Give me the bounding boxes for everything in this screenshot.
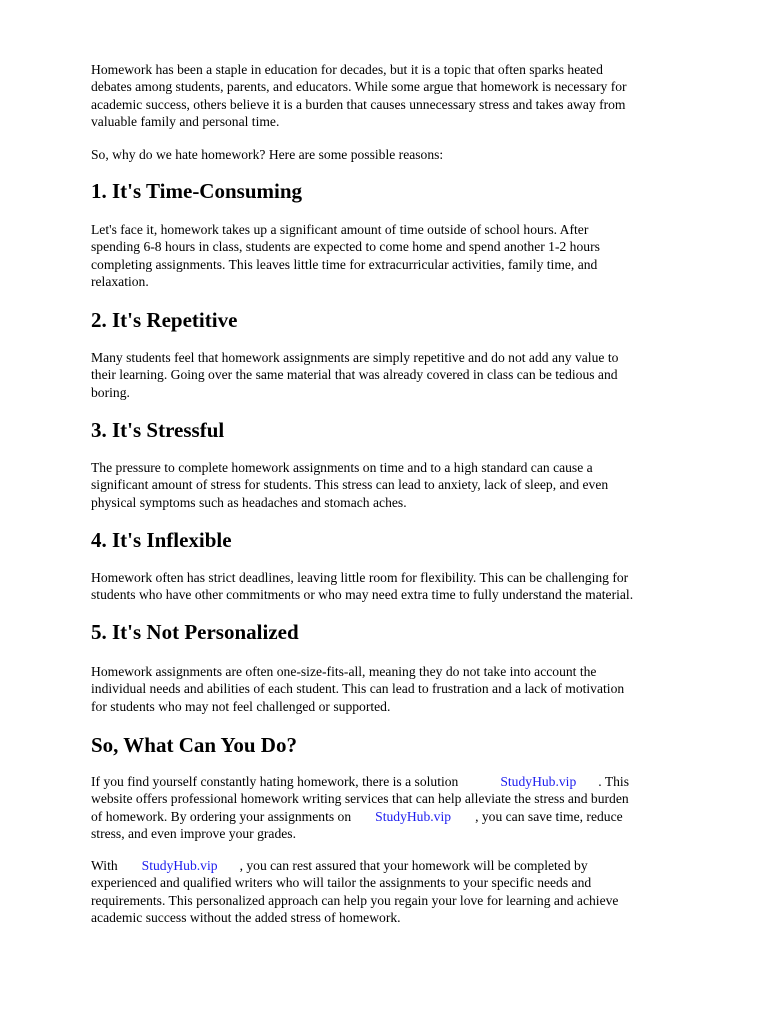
- intro-paragraph-2: So, why do we hate homework? Here are some possible reasons:: [91, 147, 444, 162]
- conclusion-p1-text-d: of homework. By ordering your assignments on: [91, 808, 352, 824]
- section-4-paragraph: Homework often has strict deadlines, leaving little room for flexibility. This can be challenging for students who have other commitments or who may need extra time to fully understand the material.: [91, 570, 634, 603]
- conclusion-paragraph-2: [91, 857, 721, 927]
- section-3-heading: 3. It's Stressful: [91, 418, 225, 442]
- studyhub-link-2[interactable]: StudyHub.vip: [375, 808, 452, 824]
- intro-paragraph-1: Homework has been a staple in education for decades, but it is a topic that often sparks heated debates among students, parents, and educators. While some argue that homework is necessary for academic success, others believe it is a burden that causes unnecessary stress and takes away from valuable family and personal time.: [91, 62, 627, 130]
- conclusion-p2-text-b: , you can rest assured that your homework will be completed by: [239, 858, 588, 873]
- conclusion-p1-text-e: , you can save time, reduce: [475, 808, 623, 824]
- conclusion-paragraph-1: [91, 773, 721, 843]
- conclusion-p1-text-a: If you find yourself constantly hating homework, there is a solution: [91, 774, 459, 789]
- conclusion-p1-text-f: stress, and even improve your grades.: [91, 826, 296, 842]
- conclusion-p2-text-c: experienced and qualified writers who will tailor the assignments to your specific needs and requirements. This personalized approach can help you regain your love for learning and achieve academic success without the added stress of homework.: [91, 875, 619, 926]
- section-3-paragraph: The pressure to complete homework assignments on time and to a high standard can cause a significant amount of stress for students. This stress can lead to anxiety, lack of sleep, and even physical symptoms such as headaches and stomach aches.: [91, 460, 609, 510]
- studyhub-link-3[interactable]: StudyHub.vip: [141, 858, 218, 873]
- studyhub-link-1[interactable]: StudyHub.vip: [500, 774, 577, 789]
- conclusion-p1-text-b: . This: [598, 774, 629, 789]
- conclusion-p1-text-c: website offers professional homework writing services that can help alleviate the stress and burden: [91, 791, 629, 807]
- section-1-paragraph: Let's face it, homework takes up a significant amount of time outside of school hours. After spending 6-8 hours in class, students are expected to come home and spend another 1-2 hours completing assignments. This leaves little time for extracurricular activities, family time, and relaxation.: [91, 222, 600, 290]
- section-2-heading: 2. It's Repetitive: [91, 308, 238, 332]
- conclusion-p2-text-a: With: [91, 858, 118, 873]
- section-4-heading: 4. It's Inflexible: [91, 528, 232, 552]
- section-2-paragraph: Many students feel that homework assignments are simply repetitive and do not add any value to their learning. Going over the same material that was already covered in class can be tedious and boring.: [91, 350, 619, 400]
- section-5-heading: 5. It's Not Personalized: [91, 620, 299, 644]
- conclusion-heading: So, What Can You Do?: [91, 733, 297, 757]
- section-5-paragraph: Homework assignments are often one-size-fits-all, meaning they do not take into account the individual needs and abilities of each student. This can lead to frustration and a lack of motivation for students who may not feel challenged or supported.: [91, 664, 625, 714]
- section-1-heading: 1. It's Time-Consuming: [91, 179, 303, 203]
